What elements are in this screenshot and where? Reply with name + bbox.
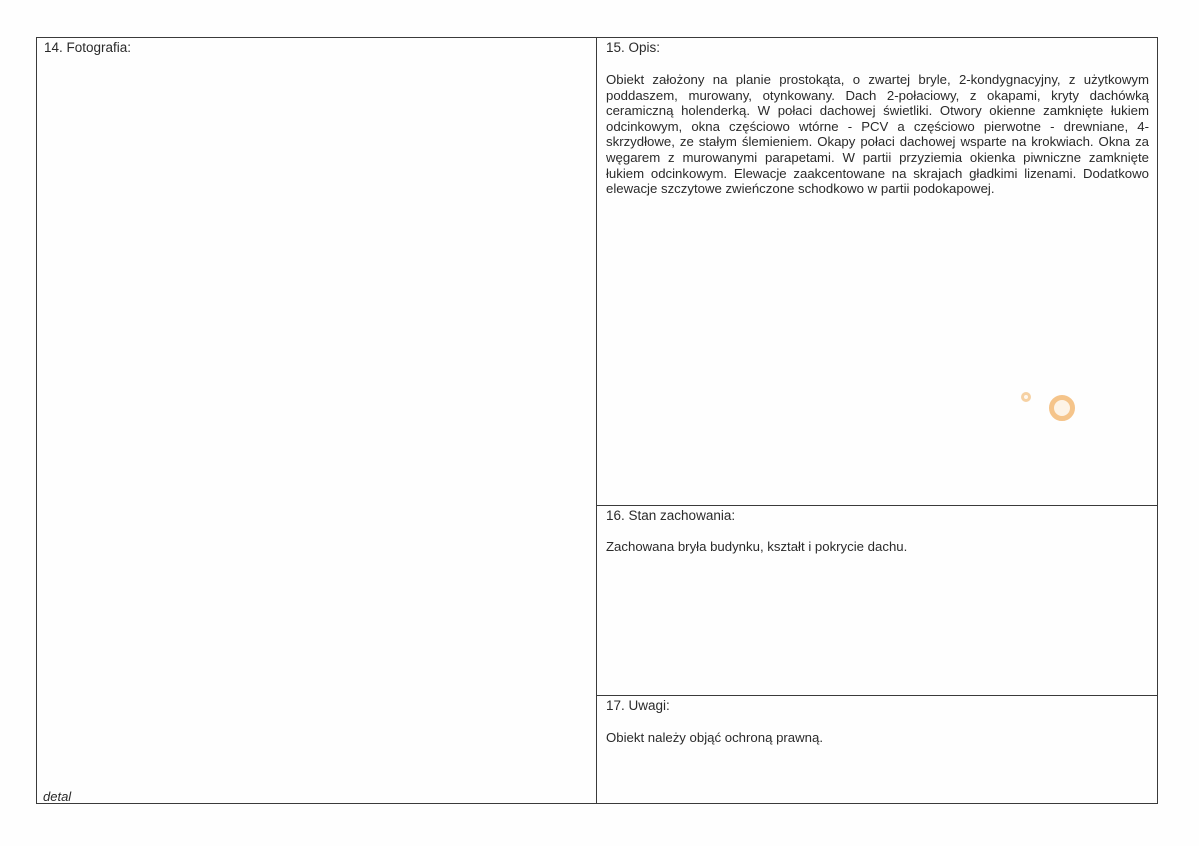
remarks-label: 17. Uwagi:	[606, 698, 670, 713]
paper-stain-large	[1049, 395, 1075, 421]
condition-label: 16. Stan zachowania:	[606, 508, 736, 523]
condition-text: Zachowana bryła budynku, kształt i pokrycie dachu.	[606, 539, 908, 554]
remarks-cell	[597, 696, 1157, 803]
description-text: Obiekt założony na planie prostokąta, o zwartej bryle, 2-kondygnacyjny, z użytkowym poddaszem, murowany, otynkowany. Dach 2-połaciowy, z okapami, kryty dachówką ceramiczną holenderką. W połaci dachowej świetliki. Otwory okienne zamknięte łukiem odcinkowym, okna częściowo wtórne - PCV a częściowo pierwotne - drewniane, 4-skrzydłowe, ze stałym ślemieniem. Okapy połaci dachowej wsparte na krokwiach. Okna za węgarem z murowanymi parapetami. W partii przyziemia okienka piwniczne zamknięte łukiem odcinkowym. Elewacje zaakcentowane na skrajach gładkimi lizenami. Dodatkowo elewacje szczytowe zwieńczone schodkowo w partii podokapowej.	[606, 72, 1149, 197]
condition-cell	[597, 506, 1157, 696]
paper-stain-small	[1021, 392, 1031, 402]
form-table	[36, 37, 1158, 804]
description-label: 15. Opis:	[606, 40, 661, 55]
photo-label: 14. Fotografia:	[44, 40, 132, 55]
photo-caption: detal	[43, 789, 72, 804]
description-cell	[597, 38, 1157, 506]
photo-cell	[37, 38, 597, 803]
remarks-text: Obiekt należy objąć ochroną prawną.	[606, 730, 823, 745]
